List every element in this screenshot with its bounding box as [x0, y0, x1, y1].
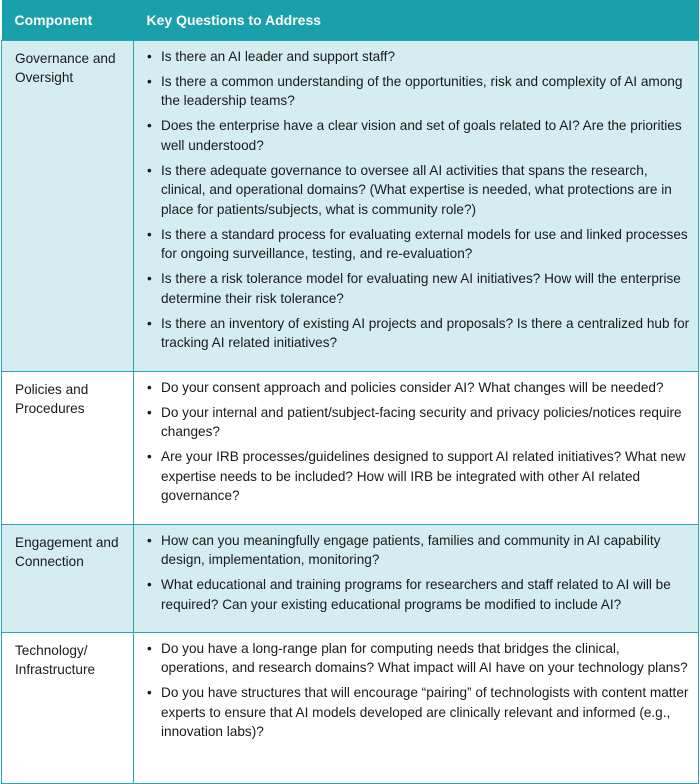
question-item: • Do you have a long-range plan for computing needs that bridges the clinical, operations, and research domains? What impact will AI have on your technology plans? — [146, 639, 690, 678]
header-row — [2, 0, 699, 40]
questions-cell — [134, 40, 699, 371]
questions-column-header: Key Questions to Address — [134, 0, 699, 40]
component-cell: Technology/ Infrastructure — [2, 632, 134, 783]
question-list — [146, 47, 690, 353]
component-cell: Governance and Oversight — [2, 40, 134, 371]
question-item: • How can you meaningfully engage patients, families and community in AI capability design, implementation, monitoring? — [146, 531, 690, 570]
question-item: • Do you have structures that will encourage “pairing” of technologists with content matter experts to ensure that AI models developed are clinically relevant and informed (e.g., innovation labs)? — [146, 683, 690, 742]
table-row — [2, 632, 699, 783]
table-row — [2, 40, 699, 371]
table-row — [2, 524, 699, 632]
question-item: • Is there an inventory of existing AI projects and proposals? Is there a centralized hub for tracking AI related initiatives? — [146, 314, 690, 353]
question-item: • Is there a risk tolerance model for evaluating new AI initiatives? How will the enterprise determine their risk tolerance? — [146, 269, 690, 308]
question-list — [146, 531, 690, 615]
questions-cell — [134, 524, 699, 632]
question-item: • Is there a common understanding of the opportunities, risk and complexity of AI among the leadership teams? — [146, 72, 690, 111]
question-item: • What educational and training programs for researchers and staff related to AI will be required? Can your existing educational programs be modified to include AI? — [146, 575, 690, 614]
question-list — [146, 639, 690, 742]
question-item: • Is there a standard process for evaluating external models for use and linked processes for ongoing surveillance, testing, and re-evaluation? — [146, 225, 690, 264]
question-item: • Is there adequate governance to oversee all AI activities that spans the research, clinical, and operational domains? (What expertise is needed, what protections are in place for patients/subjects, what is community role?) — [146, 161, 690, 220]
questions-cell — [134, 371, 699, 524]
question-item: • Do your consent approach and policies consider AI? What changes will be needed? — [146, 378, 690, 398]
component-column-header: Component — [2, 0, 134, 40]
question-item: • Does the enterprise have a clear vision and set of goals related to AI? Are the priorities well understood? — [146, 116, 690, 155]
question-item: • Is there an AI leader and support staff? — [146, 47, 690, 67]
component-cell: Engagement and Connection — [2, 524, 134, 632]
questions-cell — [134, 632, 699, 783]
table-row — [2, 371, 699, 524]
question-item: • Do your internal and patient/subject-facing security and privacy policies/notices require changes? — [146, 403, 690, 442]
ai-readiness-table — [1, 0, 699, 784]
component-cell: Policies and Procedures — [2, 371, 134, 524]
question-item: • Are your IRB processes/guidelines designed to support AI related initiatives? What new expertise needs to be included? How will IRB be integrated with other AI related governance? — [146, 447, 690, 506]
question-list — [146, 378, 690, 506]
